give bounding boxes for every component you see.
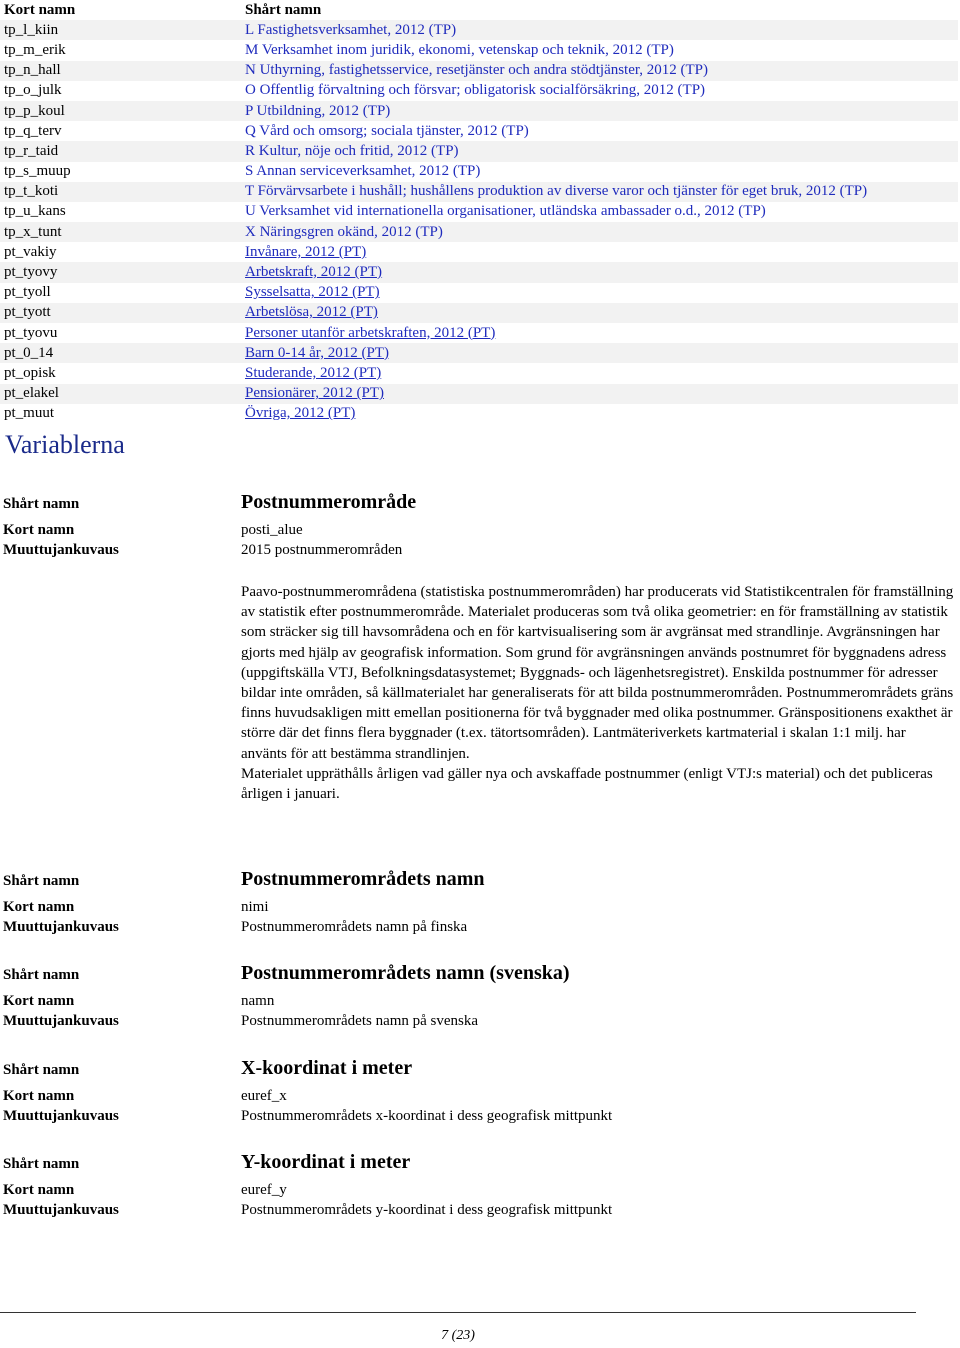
variable-link[interactable]: Pensionärer, 2012 (PT) [245,385,384,402]
table-row [0,323,958,343]
long-name-cell [241,222,958,242]
table-row [0,141,958,161]
variable-title: X-koordinat i meter [241,1057,413,1079]
field-label: Shårt namn [3,496,80,512]
variable-long-description [241,582,955,804]
short-name-cell: tp_r_taid [0,141,241,161]
variable-field-row [3,1011,953,1031]
long-name-cell [241,384,958,404]
variable-link[interactable]: L Fastighetsverksamhet, 2012 (TP) [245,21,457,38]
variable-link[interactable]: R Kultur, nöje och fritid, 2012 (TP) [245,142,459,159]
variable-field-row [3,917,953,937]
table-row [0,40,958,60]
variable-description: Postnummerområdets y-koordinat i dess geografisk mittpunkt [241,1202,613,1219]
table-row [0,303,958,323]
variable-field-row [3,991,953,1011]
long-name-cell [241,404,958,424]
field-label: Kort namn [3,899,75,916]
variable-description: Postnummerområdets namn på svenska [241,1013,479,1030]
variable-short-name: euref_y [241,1182,287,1199]
table-row [0,202,958,222]
column-header-long-name: Shårt namn [245,1,322,18]
table-row [0,262,958,282]
short-name-cell: tp_l_kiin [0,20,241,40]
table-row [0,404,958,424]
long-name-cell [241,61,958,81]
variable-link[interactable]: N Uthyrning, fastighetsservice, resetjänster och andra stödtjänster, 2012 (TP) [245,62,709,79]
variable-link[interactable]: Studerande, 2012 (PT) [245,364,382,381]
field-label: Muuttujankuvaus [3,919,119,936]
field-label: Kort namn [3,522,75,539]
table-row [0,101,958,121]
long-name-cell [241,283,958,303]
table-row [0,283,958,303]
field-label: Muuttujankuvaus [3,1108,119,1125]
short-name-cell: pt_vakiy [4,243,57,260]
short-name-cell: pt_opisk [4,364,56,381]
variable-block [3,1151,953,1221]
table-row [0,182,958,202]
variable-description: 2015 postnummerområden [241,542,403,559]
table-row [0,20,958,40]
field-label: Shårt namn [3,1062,80,1078]
long-name-cell [241,40,958,60]
field-label: Shårt namn [3,873,80,889]
variable-field-row [3,868,953,891]
table-row [0,343,958,363]
long-name-cell [241,242,958,262]
table-row [0,162,958,182]
table-row [0,222,958,242]
long-name-cell [241,182,958,202]
variable-link[interactable]: Barn 0-14 år, 2012 (PT) [245,344,389,361]
footer-divider [0,1312,916,1313]
variable-link[interactable]: O Offentlig förvaltning och försvar; obligatorisk socialförsäkring, 2012 (TP) [245,82,706,99]
variable-link[interactable]: Personer utanför arbetskraften, 2012 (PT) [245,324,496,341]
variable-title: Postnummerområdets namn (svenska) [241,962,570,984]
variable-block [3,962,953,1032]
table-row [0,242,958,262]
long-name-cell [241,303,958,323]
table-row [0,81,958,101]
short-name-cell: tp_m_erik [4,41,66,58]
variable-link[interactable]: S Annan serviceverksamhet, 2012 (TP) [245,163,481,180]
table-row [0,121,958,141]
variable-link[interactable]: Invånare, 2012 (PT) [245,243,367,260]
short-name-cell: pt_tyovy [0,262,241,282]
long-name-cell [241,363,958,383]
short-name-cell: tp_u_kans [4,203,66,220]
short-name-cell: tp_n_hall [0,61,241,81]
description-paragraph: Paavo-postnummerområdena (statistiska postnummerområden) har producerats vid Statistikcentralen för framställning av statistik efter postnummerområde. Materialet produceras som två olika geometrier: en för framställning av statistik som sträcker sig till havsområdena och en för kartvisualisering som är avgränsat med strandlinje. Avgränsningen har gjorts med hjälp av geografisk information. Som grund för avgränsningen används postnumret för byggnadens adress (uppgiftskälla VTJ, Befolkningsdatasystemet; Byggnads- och lägenhetsregistret). Enskilda postnummer för adresser bildar inte områden, så källmaterialet har generaliserats för att bilda postnummerområden. Postnummerområdets gräns finns huvudsakligen mitt emellan positionerna för två byggnader med olika postnummer. Gränspositionens exakthet är större där det finns flera byggnader (t.ex. tätortsområden). Lantmäteriverkets kartmaterial i skalan 1:1 milj. har använts för att bestämma strandlinjen. [241,584,954,762]
variable-title: Postnummerområde [241,491,417,513]
field-label: Shårt namn [3,1156,80,1172]
variable-field-row [3,520,953,540]
variable-link[interactable]: U Verksamhet vid internationella organisationer, utländska ambassader o.d., 2012 (TP) [245,203,766,220]
variable-link[interactable]: Q Vård och omsorg; sociala tjänster, 2012 (TP) [245,122,529,139]
long-name-cell [241,343,958,363]
variable-field-row [3,540,953,560]
table-row [0,363,958,383]
variable-link[interactable]: Arbetslösa, 2012 (PT) [245,304,378,321]
variable-block [3,868,953,938]
long-name-cell [241,262,958,282]
field-label: Muuttujankuvaus [3,1202,119,1219]
variable-code-table [0,0,958,424]
page-number: 7 (23) [441,1328,475,1343]
variable-description: Postnummerområdets x-koordinat i dess geografisk mittpunkt [241,1108,613,1125]
variable-field-row [3,962,953,985]
short-name-cell: tp_p_koul [0,101,241,121]
table-header-row [0,0,958,20]
short-name-cell: pt_tyovu [4,324,58,341]
table-row [0,384,958,404]
variable-field-row [3,491,953,514]
variable-link[interactable]: Övriga, 2012 (PT) [245,405,356,422]
field-label: Kort namn [3,1182,75,1199]
variable-link[interactable]: X Näringsgren okänd, 2012 (TP) [245,223,443,240]
variable-field-row [3,1057,953,1080]
variable-title: Y-koordinat i meter [241,1151,411,1173]
variable-link[interactable]: M Verksamhet inom juridik, ekonomi, vetenskap och teknik, 2012 (TP) [245,41,674,58]
short-name-cell: pt_tyott [0,303,241,323]
variable-field-row [3,897,953,917]
short-name-cell: pt_0_14 [0,343,241,363]
short-name-cell: tp_q_terv [4,122,62,139]
table-body [0,20,958,424]
variable-link[interactable]: Arbetskraft, 2012 (PT) [245,264,383,281]
field-label: Kort namn [3,993,75,1010]
description-paragraph: Materialet uppräthålls årligen vad gäller nya och avskaffade postnummer (enligt VTJ:s material) och det publiceras årligen i januari. [241,765,933,803]
short-name-cell: pt_muut [4,405,55,422]
variable-link[interactable]: P Utbildning, 2012 (TP) [245,102,391,119]
variable-block [3,1057,953,1127]
variable-short-name: euref_x [241,1088,287,1105]
variable-field-row [3,1151,953,1174]
field-label: Muuttujankuvaus [3,542,119,559]
long-name-cell [241,202,958,222]
long-name-cell [241,121,958,141]
short-name-cell: tp_t_koti [0,182,241,202]
section-heading-variables: Variablerna [5,430,125,459]
variable-field-row [3,1086,953,1106]
variable-field-row [3,1106,953,1126]
short-name-cell: tp_o_julk [4,82,62,99]
long-name-cell [241,141,958,161]
variable-block [3,491,954,803]
long-name-cell [241,101,958,121]
long-name-cell [241,20,958,40]
short-name-cell: tp_s_muup [4,163,71,180]
column-header-short-name: Kort namn [4,1,76,18]
variable-link[interactable]: Sysselsatta, 2012 (PT) [245,284,380,301]
long-name-cell [241,323,958,343]
variable-description: Postnummerområdets namn på finska [241,919,468,936]
variable-link[interactable]: T Förvärvsarbete i hushåll; hushållens produktion av diverse varor och tjänster för eget bruk, 2012 (TP) [245,183,868,200]
variable-short-name: namn [241,993,275,1010]
variable-title: Postnummerområdets namn [241,868,485,890]
field-label: Muuttujankuvaus [3,1013,119,1030]
long-name-cell [241,81,958,101]
long-name-cell [241,162,958,182]
field-label: Shårt namn [3,967,80,983]
short-name-cell: pt_elakel [0,384,241,404]
variable-field-row [3,1180,953,1200]
variable-short-name: nimi [241,899,269,916]
field-label: Kort namn [3,1088,75,1105]
short-name-cell: tp_x_tunt [0,222,241,242]
table-row [0,61,958,81]
variable-short-name: posti_alue [241,522,303,539]
variable-field-row [3,1200,953,1220]
short-name-cell: pt_tyoll [4,284,51,301]
